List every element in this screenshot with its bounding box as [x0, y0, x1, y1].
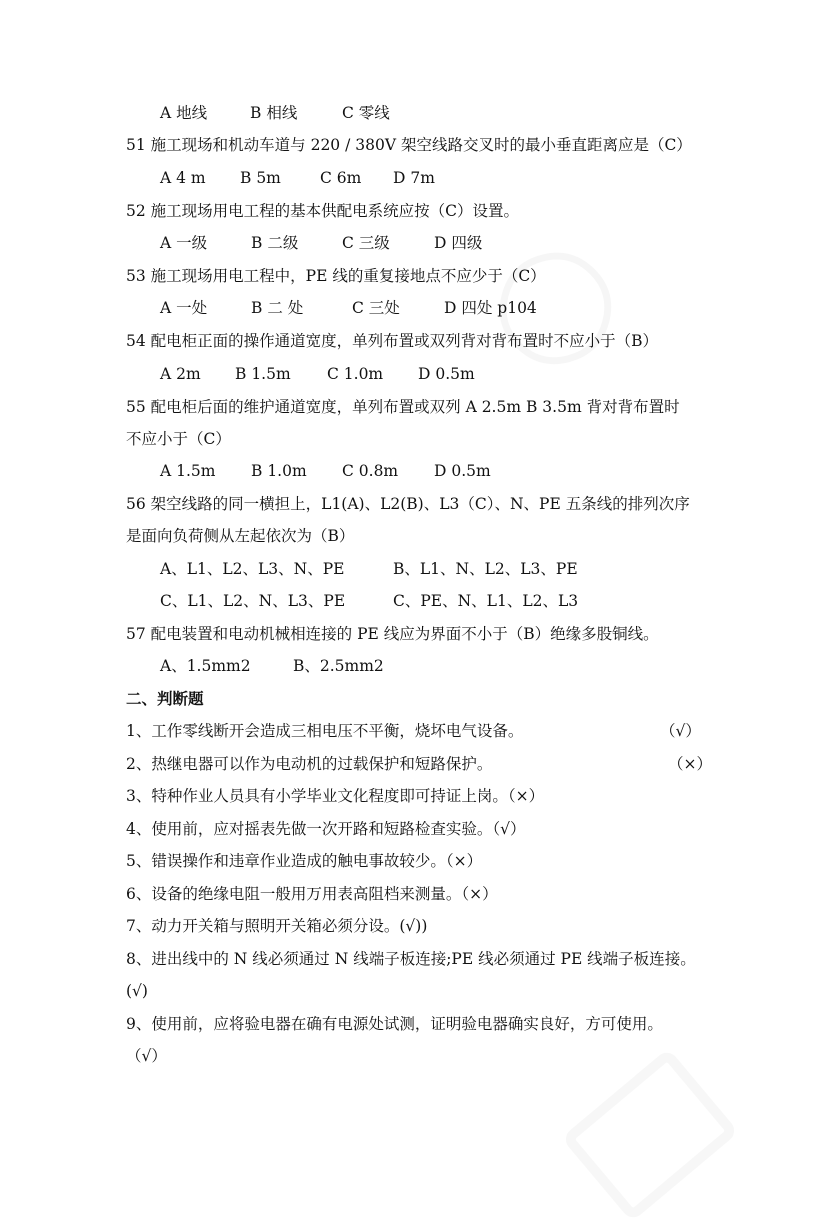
q51-option-d: D 7m	[393, 169, 435, 187]
q52-option-a: A 一级	[160, 234, 208, 252]
q55-option-c: C 0.8m	[342, 462, 399, 480]
q52-option-d: D 四级	[434, 234, 483, 252]
q53-option-b: B 二 处	[251, 299, 304, 317]
q51-option-b: B 5m	[240, 169, 281, 187]
judgement-6: 6、设备的绝缘电阻一般用万用表高阻档来测量。（×）	[126, 885, 498, 903]
q52-option-b: B 二级	[251, 234, 299, 252]
q57-option-a: A、1.5mm2	[160, 657, 251, 675]
q56-option-a: A、L1、L2、L3、N、PE	[160, 560, 345, 578]
judgement-1: 1、工作零线断开会造成三相电压不平衡，烧坏电气设备。	[126, 722, 524, 740]
q52-option-c: C 三级	[342, 234, 390, 252]
judgement-2-mark: （×）	[668, 755, 712, 773]
judgement-9-line2: （√）	[126, 1047, 167, 1065]
question-51: 51 施工现场和机动车道与 220 / 380V 架空线路交叉时的最小垂直距离应是（C）	[126, 136, 692, 154]
judgement-4: 4、使用前，应对摇表先做一次开路和短路检查实验。（√）	[126, 820, 526, 838]
judgement-9-line1: 9、使用前，应将验电器在确有电源处试测，证明验电器确实良好，方可使用。	[126, 1015, 663, 1033]
q51-option-c: C 6m	[320, 169, 362, 187]
question-55-line1: 55 配电柜后面的维护通道宽度，单列布置或双列 A 2.5m B 3.5m 背对背布置时	[126, 398, 680, 416]
question-53: 53 施工现场用电工程中，PE 线的重复接地点不应少于（C）	[126, 267, 546, 285]
question-56-line2: 是面向负荷侧从左起依次为（B）	[126, 527, 355, 545]
q55-option-d: D 0.5m	[434, 462, 491, 480]
question-52: 52 施工现场用电工程的基本供配电系统应按（C）设置。	[126, 202, 520, 220]
q53-option-a: A 一处	[160, 299, 208, 317]
q53-option-d: D 四处 p104	[444, 299, 537, 317]
q51-option-a: A 4 m	[160, 169, 206, 187]
question-56-line1: 56 架空线路的同一横担上，L1(A)、L2(B)、L3（C）、N、PE 五条线的排列次序	[126, 495, 690, 513]
watermark-seal	[561, 1048, 739, 1222]
q57-option-b: B、2.5mm2	[293, 657, 384, 675]
option-b: B 相线	[250, 104, 298, 122]
judgement-8-line1: 8、进出线中的 N 线必须通过 N 线端子板连接;PE 线必须通过 PE 线端子板连接。	[126, 950, 696, 968]
section-title: 二、判断题	[126, 690, 204, 708]
judgement-1-mark: （√）	[660, 722, 701, 740]
question-55-line2: 不应小于（C）	[126, 430, 231, 448]
q54-option-d: D 0.5m	[418, 365, 475, 383]
judgement-5: 5、错误操作和违章作业造成的触电事故较少。（×）	[126, 852, 483, 870]
judgement-8-line2: (√)	[126, 982, 148, 1000]
judgement-2: 2、热继电器可以作为电动机的过载保护和短路保护。	[126, 755, 493, 773]
option-c: C 零线	[342, 104, 390, 122]
question-54: 54 配电柜正面的操作通道宽度，单列布置或双列背对背布置时不应小于（B）	[126, 332, 659, 350]
q53-option-c: C 三处	[352, 299, 400, 317]
option-a: A 地线	[160, 104, 208, 122]
judgement-7: 7、动力开关箱与照明开关箱必须分设。(√))	[126, 917, 428, 935]
question-57: 57 配电装置和电动机械相连接的 PE 线应为界面不小于（B）绝缘多股铜线。	[126, 625, 659, 643]
q55-option-b: B 1.0m	[251, 462, 307, 480]
q56-option-c: C、L1、L2、N、L3、PE	[160, 592, 346, 610]
q54-option-b: B 1.5m	[235, 365, 291, 383]
q54-option-a: A 2m	[160, 365, 201, 383]
q55-option-a: A 1.5m	[160, 462, 216, 480]
q56-option-d: C、PE、N、L1、L2、L3	[393, 592, 579, 610]
q56-option-b: B、L1、N、L2、L3、PE	[393, 560, 578, 578]
judgement-3: 3、特种作业人员具有小学毕业文化程度即可持证上岗。（×）	[126, 787, 545, 805]
q54-option-c: C 1.0m	[327, 365, 384, 383]
